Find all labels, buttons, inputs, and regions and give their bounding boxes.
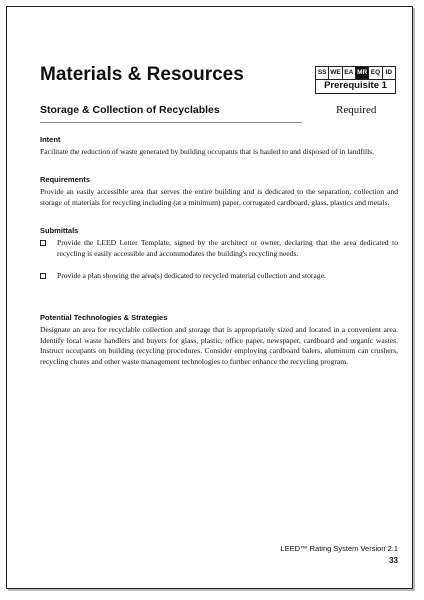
strategies-heading: Potential Technologies & Strategies xyxy=(40,313,168,322)
page-number: 33 xyxy=(389,556,398,565)
checkbox-icon xyxy=(40,240,46,246)
intent-heading: Intent xyxy=(40,135,61,144)
submittal-item xyxy=(40,271,398,282)
page-title: Materials & Resources xyxy=(40,64,244,85)
category-tabs xyxy=(315,66,396,80)
strategies-text: Designate an area for recyclable collection and storage that is appropriately sized and located in a convenient area. Identify local waste handlers and buyers for glass, plastic, office paper, newspaper, cardboard and organic wastes. Instruct occupants on building recycling procedures. Consider employing cardboard balers, aluminum can crushers, recycling chutes and other waste management technologies to further enhance the recycling program. xyxy=(40,325,398,366)
footer-text: LEED™ Rating System Version 2.1 xyxy=(280,544,398,553)
status-label: Required xyxy=(336,104,377,116)
tab-we: WE xyxy=(329,67,342,79)
submittals-heading: Submittals xyxy=(40,226,79,235)
tab-ea: EA xyxy=(343,67,356,79)
credit-label: Prerequisite 1 xyxy=(315,79,396,94)
submittal-text: Provide the LEED Letter Template, signed by the architect or owner, declaring that the area dedicated to recycling is easily accessible and accommodates the building's recycling needs. xyxy=(57,238,398,258)
submittal-item xyxy=(40,238,398,259)
checkbox-icon xyxy=(40,273,46,279)
tab-eq: EQ xyxy=(369,67,382,79)
tab-mr: MR xyxy=(356,67,369,79)
section-divider xyxy=(40,122,302,123)
intent-text: Facilitate the reduction of waste generated by building occupants that is hauled to and disposed of in landfills. xyxy=(40,147,375,156)
submittal-text: Provide a plan showing the area(s) dedicated to recycled material collection and storage. xyxy=(57,271,326,280)
requirements-text: Provide an easily accessible area that serves the entire building and is dedicated to the separation, collection and storage of materials for recycling including (at a minimum) paper, corrugated cardboard, glass, plastics and metals. xyxy=(40,187,398,207)
tab-id: ID xyxy=(385,69,393,76)
tab-ss: SS xyxy=(316,67,329,79)
requirements-heading: Requirements xyxy=(40,175,91,184)
section-title: Storage & Collection of Recyclables xyxy=(40,104,220,116)
